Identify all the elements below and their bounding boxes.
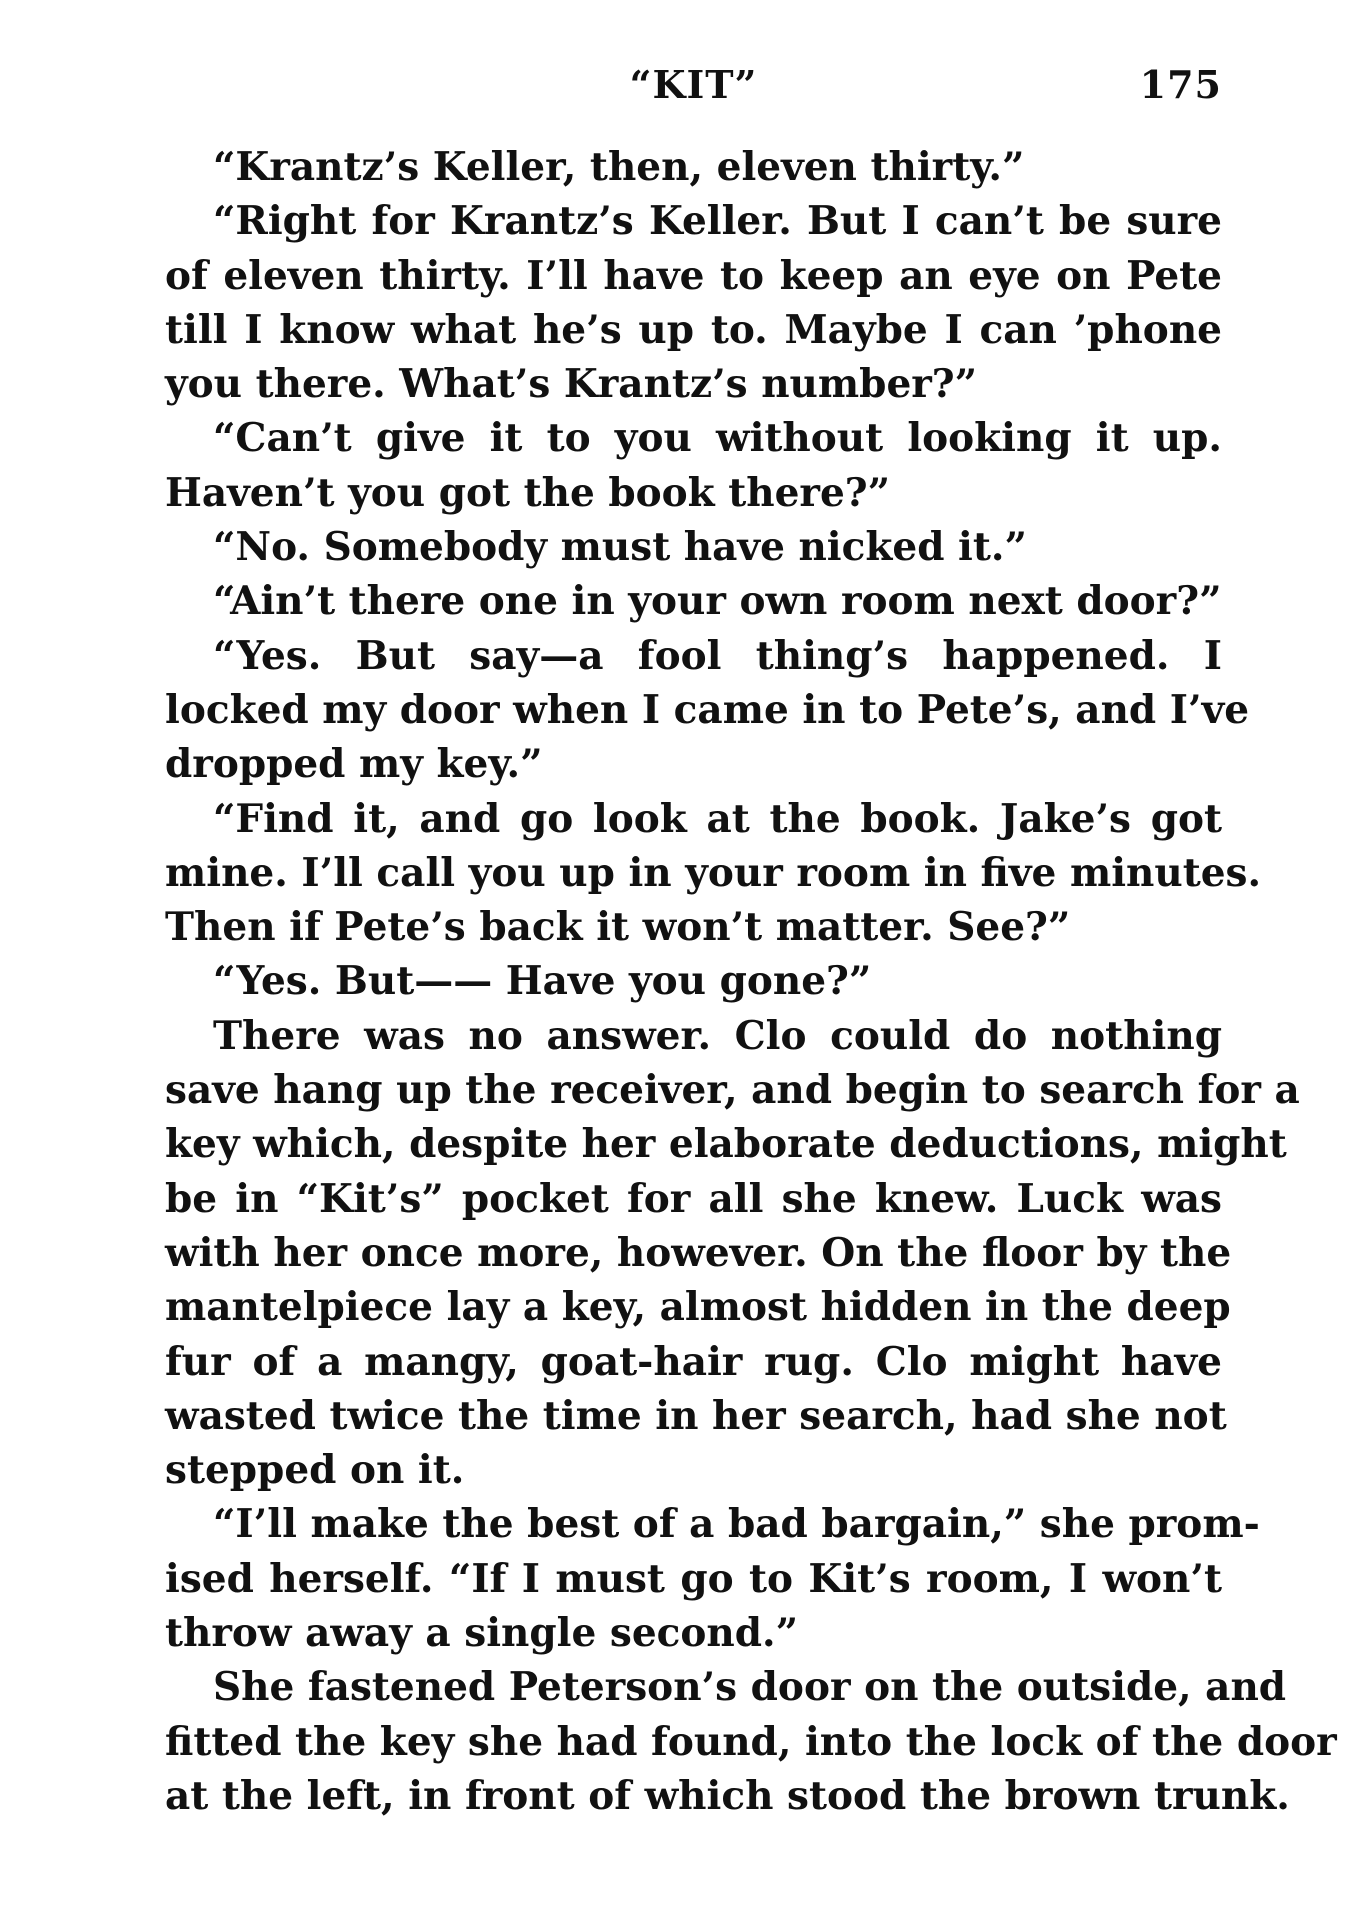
text-line: Then if Pete’s back it won’t matter. See?” [165, 904, 1071, 951]
text-line: “Krantz’s Keller, then, eleven thirty.” [213, 144, 1025, 190]
text-line: “Ain’t there one in your own room next door?” [213, 578, 1222, 625]
text-line: “Find it, and go look at the book. Jake’s got [213, 795, 1222, 842]
text-line: of eleven thirty. I’ll have to keep an eye on Pete [165, 252, 1222, 299]
paragraph [165, 629, 1250, 792]
paragraph [165, 1497, 1260, 1660]
text-line: till I know what he’s up to. Maybe I can ’phone [165, 306, 1222, 353]
text-line: wasted twice the time in her search, had she not [165, 1392, 1227, 1439]
text-line: stepped on it. [165, 1447, 465, 1494]
text-line: “I’ll make the best of a bad bargain,” she prom- [213, 1501, 1260, 1548]
text-line: be in “Kit’s” pocket for all she knew. Luck was [165, 1175, 1222, 1222]
text-line: throw away a single second.” [165, 1610, 799, 1657]
text-line: you there. What’s Krantz’s number?” [165, 361, 978, 408]
text-line: “Yes. But say—a fool thing’s happened. I [213, 632, 1222, 679]
text-line: Haven’t you got the book there?” [165, 469, 891, 516]
text-line: save hang up the receiver, and begin to search for a [165, 1067, 1300, 1114]
paragraph [165, 792, 1262, 955]
text-line: There was no answer. Clo could do nothing [213, 1012, 1222, 1059]
body-text [165, 140, 1337, 1823]
paragraph [165, 520, 1222, 574]
running-head [165, 62, 1222, 122]
text-line: “Yes. But—— Have you gone?” [213, 958, 872, 1005]
paragraph [165, 1660, 1337, 1823]
paragraph [165, 954, 1222, 1008]
text-line: locked my door when I came in to Pete’s, and I’ve [165, 686, 1250, 733]
text-line: fitted the key she had found, into the lock of the door [165, 1718, 1337, 1765]
text-line: fur of a mangy, goat-hair rug. Clo might have [165, 1338, 1222, 1385]
text-line: with her once more, however. On the floor by the [165, 1229, 1232, 1276]
paragraph [165, 1009, 1300, 1498]
text-line: mine. I’ll call you up in your room in five minutes. [165, 849, 1262, 896]
text-line: key which, despite her elaborate deductions, might [165, 1121, 1287, 1168]
paragraph [165, 411, 1222, 520]
text-line: She fastened Peterson’s door on the outside, and [213, 1664, 1287, 1711]
text-line: mantelpiece lay a key, almost hidden in the deep [165, 1284, 1231, 1331]
text-line: “Right for Krantz’s Keller. But I can’t be sure [213, 198, 1222, 245]
text-line: dropped my key.” [165, 741, 543, 788]
paragraph [165, 194, 1222, 411]
text-line: “No. Somebody must have nicked it.” [213, 524, 1027, 571]
text-line: ised herself. “If I must go to Kit’s room, I won’t [165, 1555, 1222, 1602]
running-title: “KIT” [629, 62, 758, 107]
text-line: “Can’t give it to you without looking it up. [213, 415, 1222, 462]
paragraph [165, 140, 1222, 194]
paragraph [165, 574, 1222, 628]
page-number: 175 [1139, 62, 1222, 107]
text-line: at the left, in front of which stood the brown trunk. [165, 1772, 1290, 1819]
